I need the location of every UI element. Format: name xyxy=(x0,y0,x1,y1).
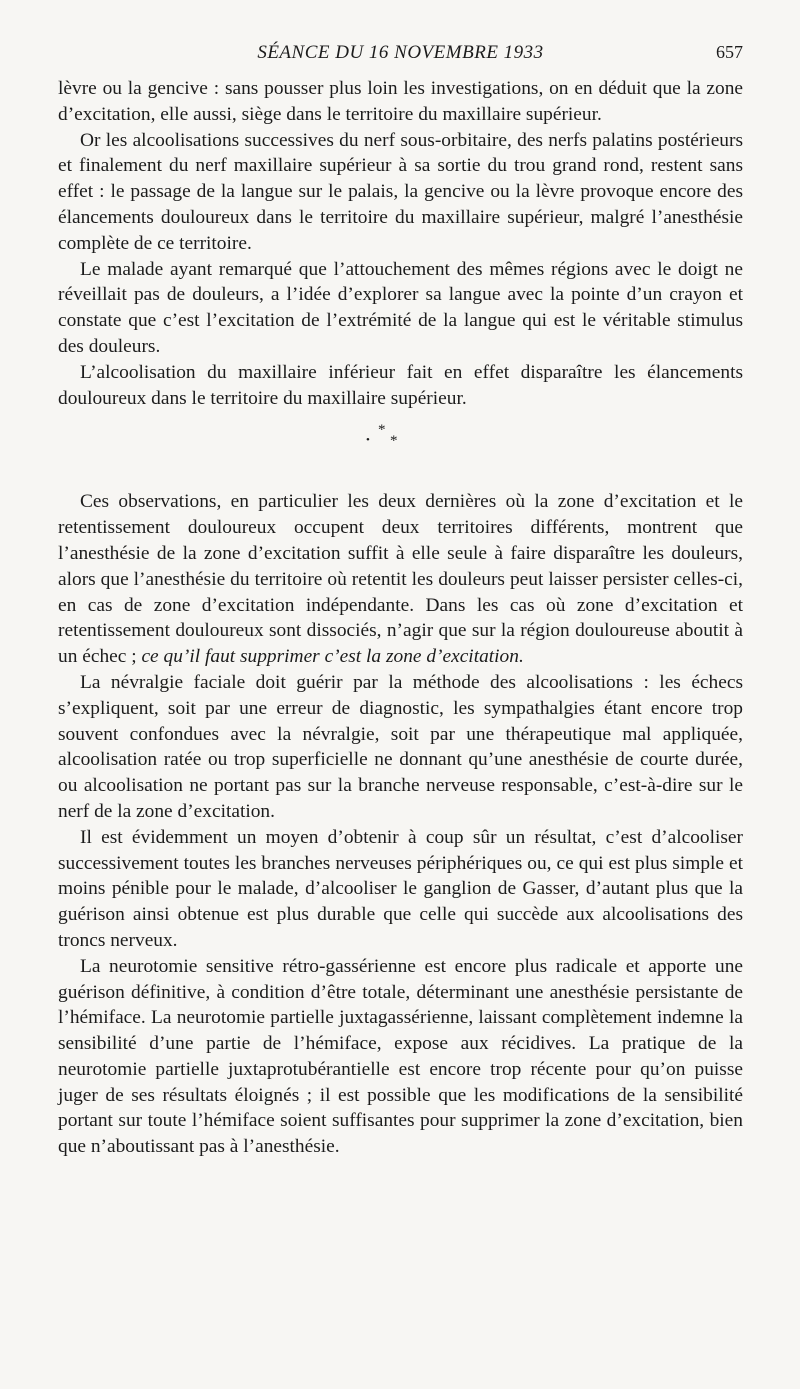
paragraph-5 xyxy=(58,489,743,670)
paragraph-5-text: Ces observations, en particulier les deux dernières où la zone d’excitation et le retentissement douloureux occupent deux territoires différents, montrent que l’anesthésie de la zone d’excitation suffit à elle seule à faire disparaître les douleurs, alors que l’anesthésie du territoire où retentit les douleurs peut laisser persister celles-ci, en cas de zone d’excitation indépendante. Dans les cas où zone d’excitation et retentissement douloureux sont dissociés, n’agir que sur la région douloureuse aboutit à un échec ; xyxy=(58,491,743,668)
paragraph-7: Il est évidemment un moyen d’obtenir à coup sûr un résultat, c’est d’alcooliser successivement toutes les branches nerveuses périphériques ou, ce qui est plus simple et moins pénible pour le malade, d’alcooliser le ganglion de Gasser, d’autant plus que la guérison ainsi obtenue est plus durable que celle qui succède aux alcoolisations des troncs nerveux. xyxy=(58,826,743,951)
body-text xyxy=(58,76,743,1160)
document-page xyxy=(58,42,743,1160)
paragraph-3: Le malade ayant remarqué que l’attouchement des mêmes régions avec le doigt ne réveillait pas de douleurs, a l’idée d’explorer sa langue avec la pointe d’un crayon et constate que c’est l’excitation de l’extrémité de la langue qui est le véritable stimulus des douleurs. xyxy=(58,258,743,357)
page-header xyxy=(58,42,743,76)
paragraph-5-emphasis: ce qu’il faut supprimer c’est la zone d’excitation. xyxy=(141,646,524,668)
paragraph-1: lèvre ou la gencive : sans pousser plus loin les investigations, on en déduit que la zone d’excitation, elle aussi, siège dans le territoire du maxillaire supérieur. xyxy=(58,78,743,125)
paragraph-2: Or les alcoolisations successives du nerf sous-orbitaire, des nerfs palatins postérieurs et finalement du nerf maxillaire supérieur à sa sortie du trou grand rond, restent sans effet : le passage de la langue sur le palais, la gencive ou la lèvre provoque encore des élancements douloureux dans le territoire du maxillaire supérieur, malgré l’anesthésie complète de ce territoire. xyxy=(58,129,743,254)
running-head: SÉANCE DU 16 NOVEMBRE 1933 xyxy=(257,42,544,63)
paragraph-8: La neurotomie sensitive rétro-gassérienne est encore plus radicale et apporte une guérison définitive, à condition d’être totale, déterminant une anesthésie persistante de l’hémiface. La neurotomie partielle juxtagassérienne, laissant complètement indemne la sensibilité d’une partie de l’hémiface, expose aux récidives. La pratique de la neurotomie partielle juxtaprotubérantielle est encore trop récente pour qu’on puisse juger de ses résultats éloignés ; il est possible que les modifications de la sensibilité portant sur toute l’hémiface soient suffisantes pour supprimer la zone d’excitation, bien que n’aboutissant pas à l’anesthésie. xyxy=(58,955,743,1158)
asterism-glyphs: * • * xyxy=(366,422,398,450)
page-number: 657 xyxy=(716,42,743,62)
paragraph-6: La névralgie faciale doit guérir par la méthode des alcoolisations : les échecs s’expliquent, soit par une erreur de diagnostic, les sympathalgies étant encore trop souvent confondues avec la névralgie, soit par une thérapeutique mal appliquée, alcoolisation ratée ou trop superficielle ne donnant qu’une anesthésie de courte durée, ou alcoolisation ne portant pas sur la branche nerveuse responsable, c’est-à-dire sur le nerf de la zone d’excitation. xyxy=(58,671,743,822)
section-separator xyxy=(58,411,743,489)
paragraph-4: L’alcoolisation du maxillaire inférieur fait en effet disparaître les élancements douloureux dans le territoire du maxillaire supérieur. xyxy=(58,361,743,409)
